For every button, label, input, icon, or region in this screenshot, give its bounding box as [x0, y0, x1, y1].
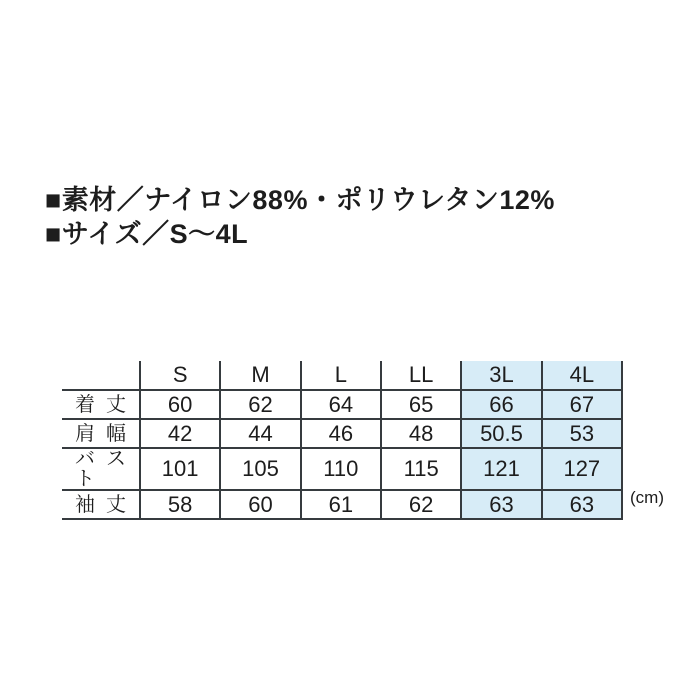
measurement-value-cell: 64 [301, 390, 381, 419]
measurement-label-cell: バスト [62, 448, 140, 490]
measurement-value-cell: 58 [140, 490, 220, 519]
measurement-value-cell: 101 [140, 448, 220, 490]
measurement-label-cell: 肩幅 [62, 419, 140, 448]
measurement-value-cell: 48 [381, 419, 461, 448]
measurement-value-cell: 105 [220, 448, 300, 490]
measurement-value-cell: 115 [381, 448, 461, 490]
measurement-value-cell: 42 [140, 419, 220, 448]
measurement-value-cell: 65 [381, 390, 461, 419]
size-range-line: ■サイズ／S〜4L [45, 219, 249, 249]
measurement-value-cell: 63 [461, 490, 541, 519]
unit-label: (cm) [630, 488, 664, 507]
size-column-header: 4L [542, 361, 622, 390]
measurement-value-cell: 50.5 [461, 419, 541, 448]
size-column-header: 3L [461, 361, 541, 390]
size-table-header-row [62, 361, 622, 390]
measurement-value-cell: 66 [461, 390, 541, 419]
size-column-header: LL [381, 361, 461, 390]
measurement-value-cell: 67 [542, 390, 622, 419]
measurement-value-cell: 61 [301, 490, 381, 519]
size-table-row [62, 448, 622, 490]
size-column-header: S [140, 361, 220, 390]
size-table-row [62, 490, 622, 519]
size-column-header: L [301, 361, 381, 390]
measurement-value-cell: 63 [542, 490, 622, 519]
measurement-label-cell: 着丈 [62, 390, 140, 419]
measurement-value-cell: 60 [140, 390, 220, 419]
measurement-label-cell: 袖丈 [62, 490, 140, 519]
size-table-row [62, 390, 622, 419]
material-line: ■素材／ナイロン88%・ポリウレタン12% [45, 185, 555, 215]
size-table [62, 361, 623, 520]
corner-cell [62, 361, 140, 390]
measurement-value-cell: 62 [381, 490, 461, 519]
intro-text-block [45, 183, 555, 251]
size-column-header: M [220, 361, 300, 390]
measurement-value-cell: 62 [220, 390, 300, 419]
measurement-value-cell: 53 [542, 419, 622, 448]
measurement-value-cell: 44 [220, 419, 300, 448]
measurement-value-cell: 110 [301, 448, 381, 490]
measurement-value-cell: 46 [301, 419, 381, 448]
size-table-wrap [62, 361, 623, 520]
size-table-row [62, 419, 622, 448]
measurement-value-cell: 121 [461, 448, 541, 490]
measurement-value-cell: 127 [542, 448, 622, 490]
size-table-body [62, 390, 622, 519]
measurement-value-cell: 60 [220, 490, 300, 519]
